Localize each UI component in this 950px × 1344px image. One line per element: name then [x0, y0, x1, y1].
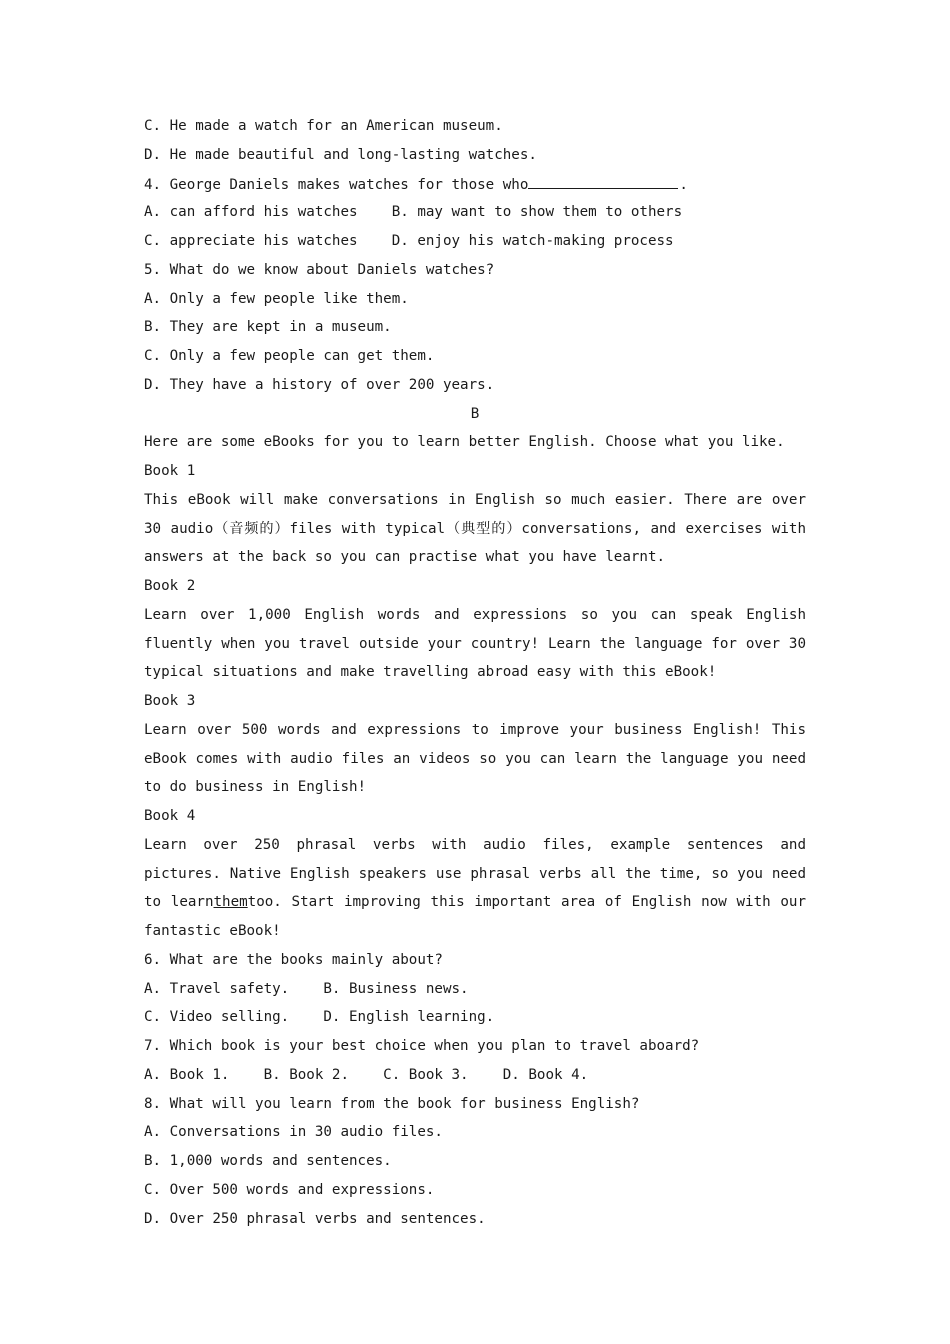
q5-option-d: D. They have a history of over 200 years. — [144, 376, 495, 393]
q6-options-row1: A. Travel safety. B. Business news. — [144, 980, 469, 997]
q3-option-d: D. He made beautiful and long-lasting watches. — [144, 146, 537, 163]
book-1-description: This eBook will make conversations in English so much easier. There are over 30 audio（音频的）files with typical（典型的）conversations, and exercises with answers at the back so you can practise what you have learnt. — [144, 491, 806, 566]
exam-page — [144, 112, 806, 1233]
book-4-description — [144, 831, 806, 946]
q3-option-c: C. He made a watch for an American museum. — [144, 118, 503, 134]
q7-options: A. Book 1. B. Book 2. C. Book 3. D. Book 4. — [144, 1066, 589, 1083]
q8-option-b: B. 1,000 words and sentences. — [144, 1153, 392, 1169]
book-4-text-before: Learn over 250 phrasal verbs with audio files, example sentences and pictures. Native English speakers use phrasal verbs all the time, so you need to learn — [144, 836, 806, 911]
section-b-intro: Here are some eBooks for you to learn better English. Choose what you like. — [144, 434, 785, 451]
q6-stem: 6. What are the books mainly about? — [144, 951, 443, 968]
q8-option-c: C. Over 500 words and expressions. — [144, 1181, 435, 1198]
q6-options-row2: C. Video selling. D. English learning. — [144, 1009, 495, 1026]
book-2-title: Book 2 — [144, 578, 196, 594]
q4-stem-end: . — [679, 176, 688, 193]
q4-options-row1: A. can afford his watches B. may want to show them to others — [144, 204, 683, 221]
book-3-title: Book 3 — [144, 693, 196, 709]
book-3-description: Learn over 500 words and expressions to improve your business English! This eBook comes with audio files an videos so you can learn the language you need to do business in English! — [144, 721, 806, 796]
q8-stem: 8. What will you learn from the book for business English? — [144, 1095, 640, 1112]
q8-option-a: A. Conversations in 30 audio files. — [144, 1124, 443, 1141]
q8-option-d: D. Over 250 phrasal verbs and sentences. — [144, 1210, 486, 1227]
underlined-word: them — [213, 894, 248, 911]
book-2-description: Learn over 1,000 English words and expressions so you can speak English fluently when you travel outside your country! Learn the language for over 30 typical situations and make travelling abroad easy with this eBook! — [144, 606, 806, 681]
q5-option-b: B. They are kept in a museum. — [144, 319, 392, 336]
q4-answer-blank[interactable] — [528, 170, 678, 189]
book-1-title: Book 1 — [144, 463, 196, 479]
q4-stem-text: 4. George Daniels makes watches for those who — [144, 176, 529, 193]
book-4-title: Book 4 — [144, 808, 196, 824]
q4-options-row2: C. appreciate his watches D. enjoy his watch-making process — [144, 233, 674, 249]
q5-option-c: C. Only a few people can get them. — [144, 348, 435, 364]
q5-stem: 5. What do we know about Daniels watches? — [144, 261, 495, 278]
section-b-heading: B — [470, 405, 480, 422]
book-4-text-after: too. Start improving this important area of English now with our fantastic eBook! — [144, 894, 806, 939]
q5-option-a: A. Only a few people like them. — [144, 290, 409, 307]
q7-stem: 7. Which book is your best choice when you plan to travel aboard? — [144, 1038, 700, 1054]
q4-stem — [144, 170, 806, 199]
